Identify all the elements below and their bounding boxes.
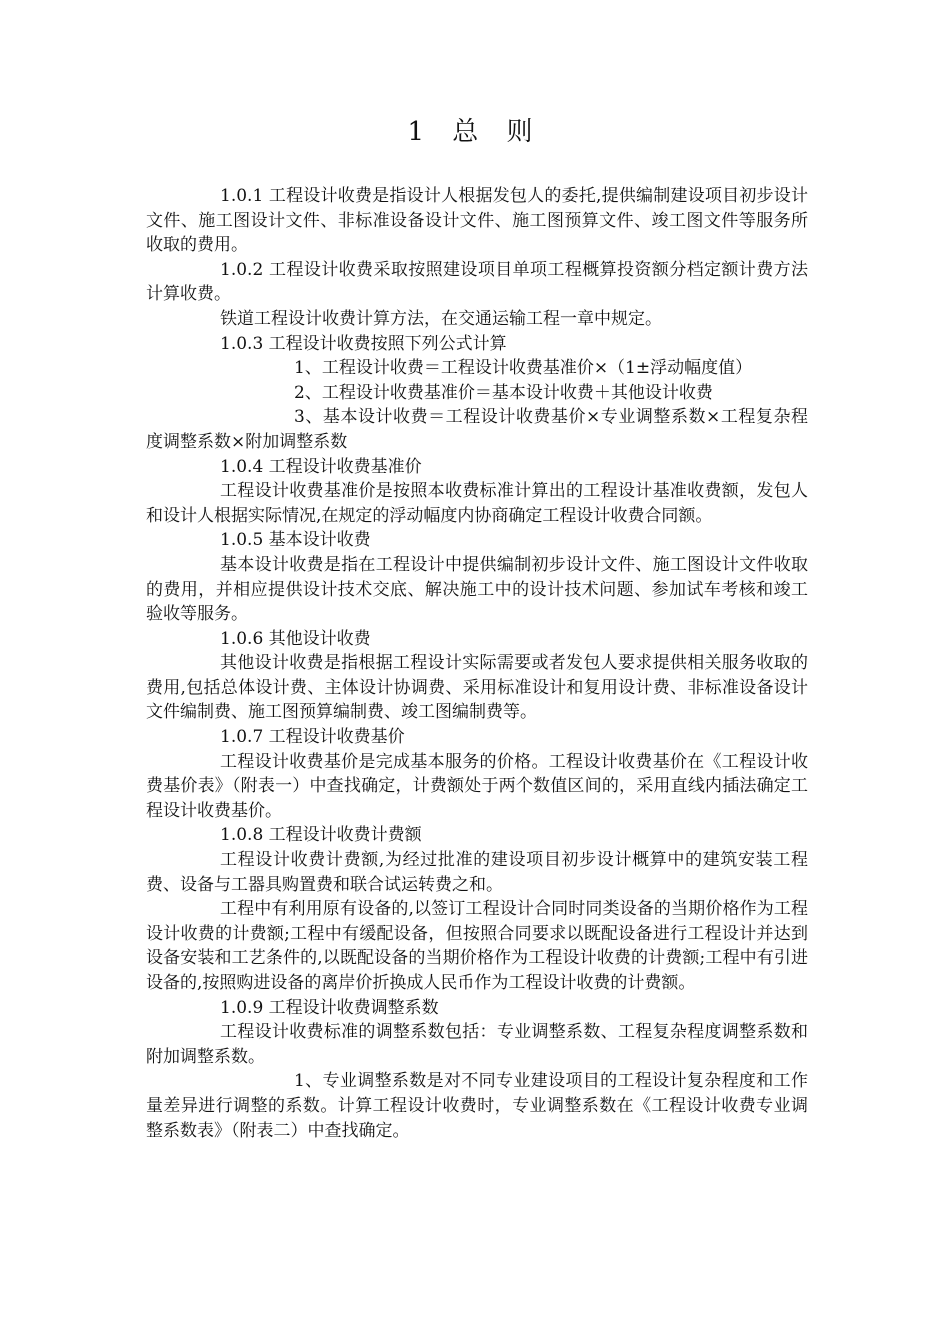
paragraph: 工程设计收费基准价是按照本收费标准计算出的工程设计基准收费额，发包人和设计人根据实际情况,在规定的浮动幅度内协商确定工程设计收费合同额。	[146, 481, 808, 526]
section-1-0-7: 1.0.7 工程设计收费基价	[220, 727, 405, 748]
section-1-0-9: 1.0.9 工程设计收费调整系数	[220, 997, 439, 1018]
section-1-0-8: 1.0.8 工程设计收费计费额	[220, 825, 422, 846]
list-item: 1、专业调整系数是对不同专业建设项目的工程设计复杂程度和工作量差异进行调整的系数。计算工程设计收费时，专业调整系数在《工程设计收费专业调整系数表》（附表二）中查找确定。	[146, 1071, 808, 1141]
section-1-0-3: 1.0.3 工程设计收费按照下列公式计算	[220, 333, 507, 354]
section-1-0-5: 1.0.5 基本设计收费	[220, 530, 371, 551]
section-1-0-4: 1.0.4 工程设计收费基准价	[220, 456, 422, 477]
paragraph: 工程设计收费基价是完成基本服务的价格。工程设计收费基价在《工程设计收费基价表》（附表一）中查找确定，计费额处于两个数值区间的，采用直线内插法确定工程设计收费基价。	[146, 751, 808, 821]
formula-2: 2、工程设计收费基准价＝基本设计收费＋其他设计收费	[294, 382, 713, 403]
section-1-0-1: 1.0.1 工程设计收费是指设计人根据发包人的委托,提供编制建设项目初步设计文件、施工图设计文件、非标准设备设计文件、施工图预算文件、竣工图文件等服务所收取的费用。	[146, 186, 808, 256]
paragraph: 工程设计收费计费额,为经过批准的建设项目初步设计概算中的建筑安装工程费、设备与工器具购置费和联合试运转费之和。	[146, 850, 808, 895]
section-1-0-6: 1.0.6 其他设计收费	[220, 628, 371, 649]
section-1-0-2: 1.0.2 工程设计收费采取按照建设项目单项工程概算投资额分档定额计费方法计算收费。	[146, 259, 808, 305]
formula-1: 1、工程设计收费＝工程设计收费基准价×（1±浮动幅度值）	[294, 358, 753, 379]
formula-3: 3、基本设计收费＝工程设计收费基价×专业调整系数×工程复杂程度调整系数×附加调整系数	[146, 407, 808, 452]
paragraph: 其他设计收费是指根据工程设计实际需要或者发包人要求提供相关服务收取的费用,包括总体设计费、主体设计协调费、采用标准设计和复用设计费、非标准设备设计文件编制费、施工图预算编制费、竣工图编制费等。	[146, 653, 808, 723]
page-title: 1 总 则	[407, 117, 543, 147]
paragraph: 基本设计收费是指在工程设计中提供编制初步设计文件、施工图设计文件收取的费用，并相应提供设计技术交底、解决施工中的设计技术问题、参加试车考核和竣工验收等服务。	[146, 554, 808, 625]
document-body	[146, 184, 808, 1143]
paragraph: 铁道工程设计收费计算方法，在交通运输工程一章中规定。	[220, 308, 662, 329]
paragraph: 工程中有利用原有设备的,以签订工程设计合同时同类设备的当期价格作为工程设计收费的计费额;工程中有缓配设备，但按照合同要求以既配设备进行工程设计并达到设备安装和工艺条件的,以既配设备的当期价格作为工程设计收费的计费额;工程中有引进设备的,按照购进设备的离岸价折换成人民币作为工程设计收费的计费额。	[146, 899, 808, 993]
paragraph: 工程设计收费标准的调整系数包括：专业调整系数、工程复杂程度调整系数和附加调整系数。	[146, 1022, 808, 1067]
